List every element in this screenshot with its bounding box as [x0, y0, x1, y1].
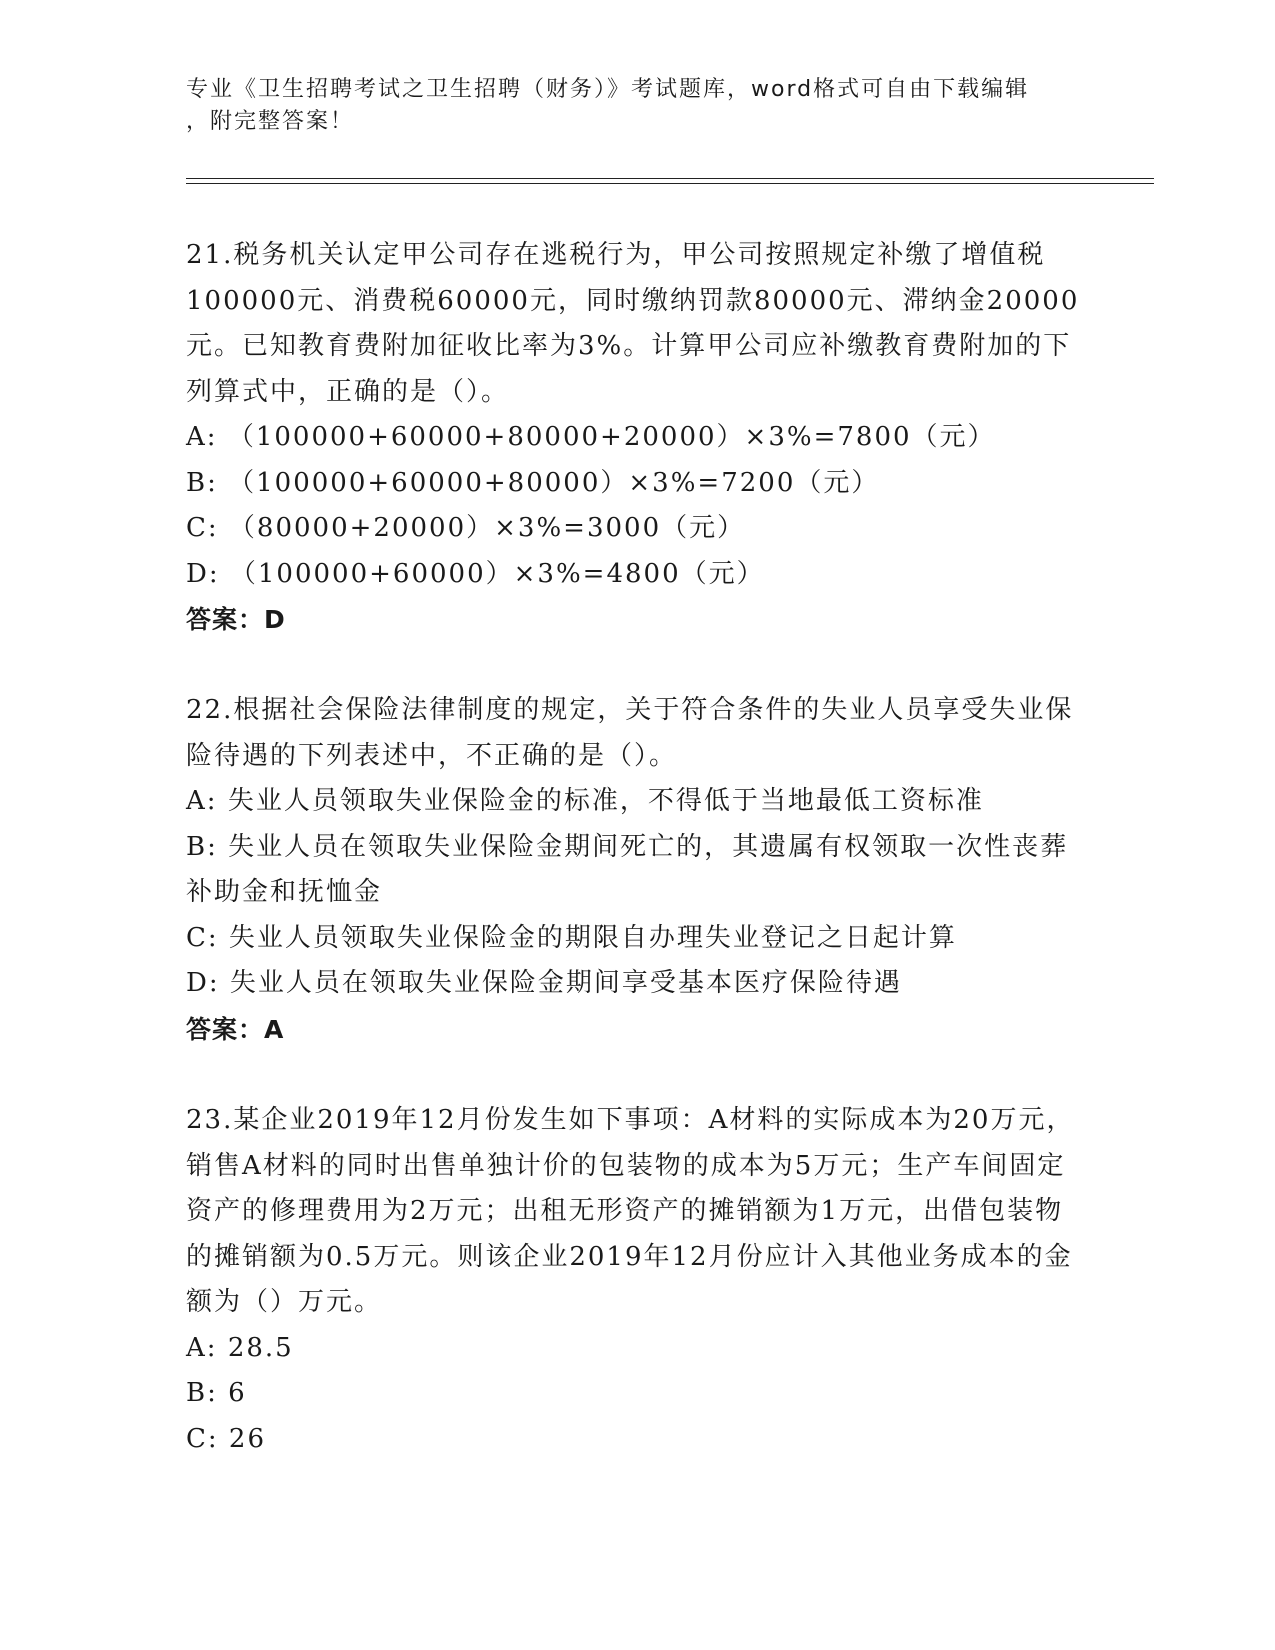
- option-key: A:: [186, 1332, 218, 1363]
- option-key: C:: [186, 513, 219, 543]
- option-text: （100000+60000+80000）×3%=7200（元）: [228, 467, 880, 498]
- option-key: A:: [186, 422, 218, 452]
- option-b: [186, 825, 1086, 916]
- option-text: （100000+60000+80000+20000）×3%=7800（元）: [227, 422, 996, 452]
- option-key: D:: [186, 968, 220, 998]
- option-key: C:: [186, 1423, 219, 1454]
- option-key: B:: [186, 831, 218, 862]
- option-text: 失业人员领取失业保险金的期限自办理失业登记之日起计算: [228, 922, 957, 953]
- option-b: [186, 1371, 1086, 1417]
- question-23: [186, 1098, 1086, 1462]
- option-d: [186, 961, 1086, 1007]
- question-stem: 22.根据社会保险法律制度的规定，关于符合条件的失业人员享受失业保险待遇的下列表述中，不正确的是（）。: [186, 695, 1074, 771]
- option-text: 失业人员在领取失业保险金期间享受基本医疗保险待遇: [229, 968, 902, 998]
- document-header: [186, 74, 1086, 138]
- answer-text: 答案：A: [186, 1014, 285, 1044]
- option-text: （100000+60000）×3%=4800（元）: [229, 558, 765, 589]
- option-a: [186, 415, 1086, 461]
- option-key: A:: [186, 786, 218, 816]
- option-b: [186, 461, 1086, 507]
- option-text: 6: [228, 1378, 247, 1408]
- question-22: [186, 688, 1086, 1052]
- question-stem: 23.某企业2019年12月份发生如下事项：A材料的实际成本为20万元，销售A材料的同时出售单独计价的包装物的成本为5万元；生产车间固定资产的修理费用为2万元；出租无形资产的摊销额为1万元，出借包装物的摊销额为0.5万元。则该企业2019年12月份应计入其他业务成本的金额为（）万元。: [186, 1105, 1075, 1317]
- option-text: 失业人员在领取失业保险金期间死亡的，其遗属有权领取一次性丧葬补助金和抚恤金: [186, 831, 1069, 907]
- option-key: B:: [186, 1378, 218, 1408]
- option-a: [186, 779, 1086, 825]
- option-d: [186, 552, 1086, 598]
- option-key: D:: [186, 558, 220, 589]
- header-title-line-1: 专业《卫生招聘考试之卫生招聘（财务）》考试题库，word格式可自由下载编辑: [186, 77, 1030, 102]
- answer-text: 答案：D: [186, 605, 286, 634]
- header-divider-bottom: [186, 183, 1154, 184]
- option-c: [186, 1417, 1086, 1463]
- option-text: （80000+20000）×3%=3000（元）: [228, 513, 746, 543]
- option-key: B:: [186, 467, 218, 498]
- option-c: [186, 916, 1086, 962]
- question-stem: 21.税务机关认定甲公司存在逃税行为，甲公司按照规定补缴了增值税100000元、消费税60000元，同时缴纳罚款80000元、滞纳金20000元。已知教育费附加征收比率为3%。计算甲公司应补缴教育费附加的下列算式中，正确的是（）。: [186, 240, 1080, 407]
- option-c: [186, 506, 1086, 552]
- header-divider-top: [186, 178, 1154, 179]
- option-a: [186, 1326, 1086, 1372]
- option-text: 28.5: [227, 1332, 294, 1363]
- option-text: 失业人员领取失业保险金的标准，不得低于当地最低工资标准: [227, 786, 984, 816]
- option-text: 26: [228, 1423, 267, 1454]
- question-21: [186, 233, 1086, 643]
- option-key: C:: [186, 922, 219, 953]
- header-title-line-2: ，附完整答案！: [186, 109, 355, 134]
